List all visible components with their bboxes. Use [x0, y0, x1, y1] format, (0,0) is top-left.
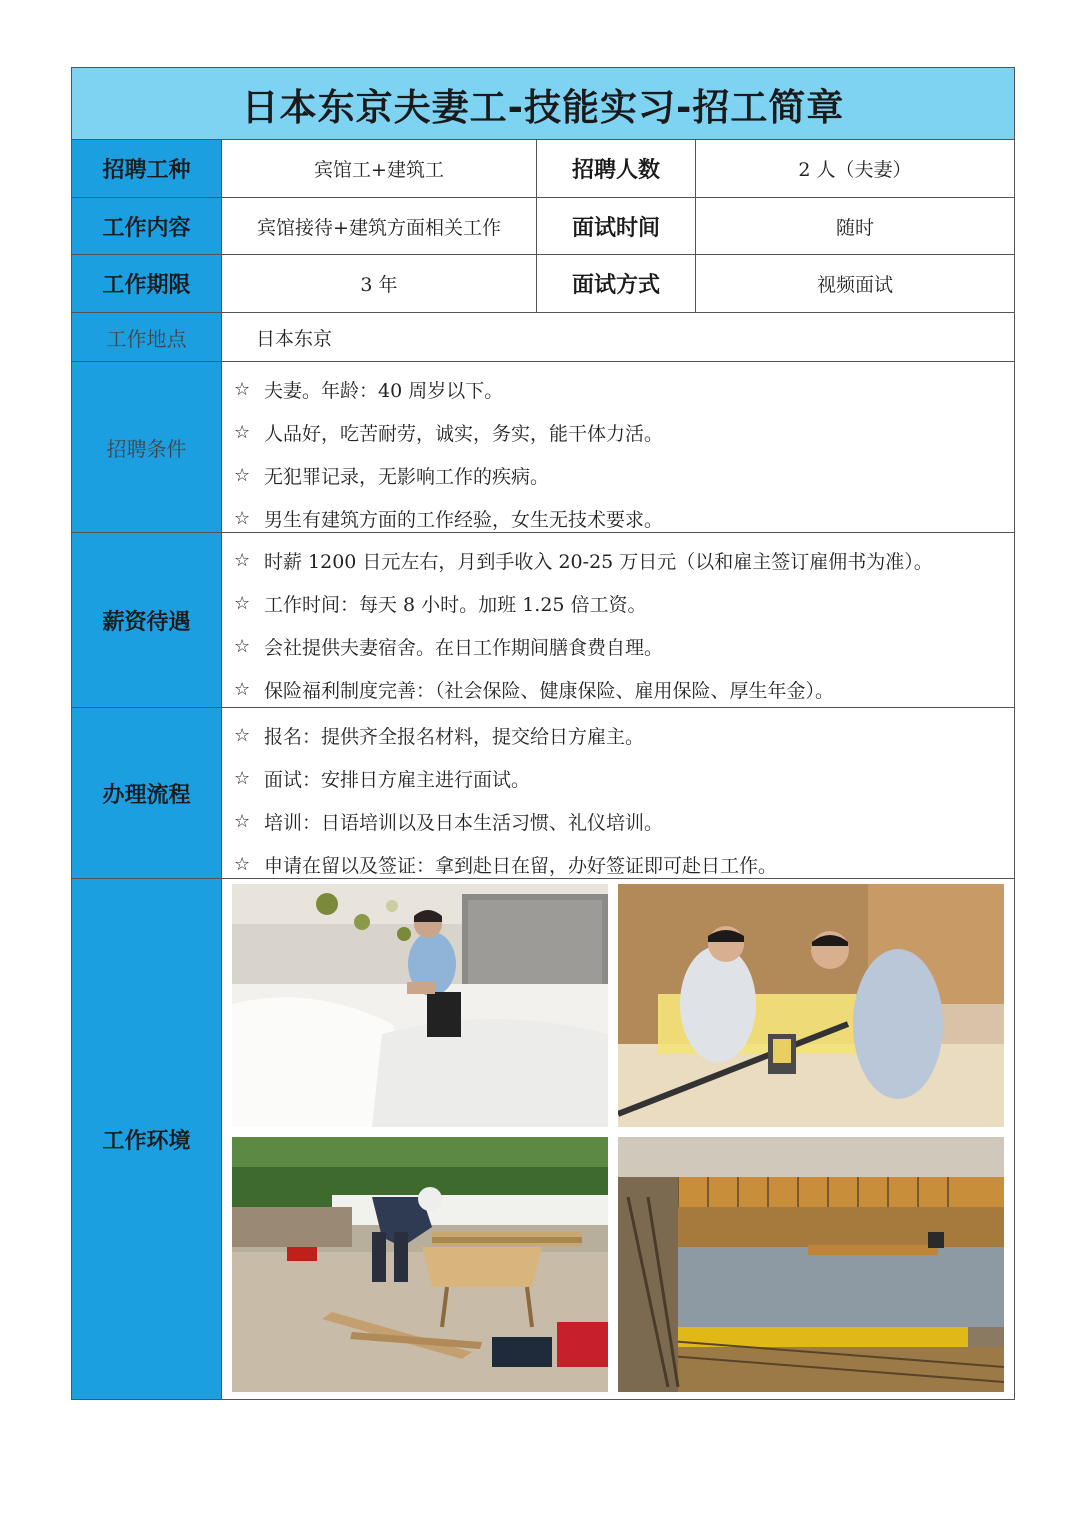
term-value: 3 年 — [222, 255, 537, 313]
process-label: 办理流程 — [72, 708, 222, 879]
requirements-label: 招聘条件 — [72, 362, 222, 533]
carpentry-work-photo — [232, 1137, 608, 1392]
environment-label: 工作环境 — [72, 879, 222, 1399]
job-type-value: 宾馆工+建筑工 — [222, 140, 537, 198]
list-item: ☆ 人品好，吃苦耐劳，诚实，务实，能干体力活。 — [234, 422, 664, 445]
list-item: ☆ 会社提供夫妻宿舍。在日工作期间膳食费自理。 — [234, 636, 664, 659]
list-item: ☆ 夫妻。年龄：40 周岁以下。 — [234, 379, 504, 402]
list-item: ☆ 时薪 1200 日元左右，月到手收入 20-25 万日元（以和雇主签订雇佣书为准）。 — [234, 550, 933, 573]
location-label: 工作地点 — [72, 313, 222, 362]
star-outline-icon: ☆ — [234, 854, 251, 875]
term-label: 工作期限 — [72, 255, 222, 313]
location-value: 日本东京 — [222, 313, 1014, 362]
page-title: 日本东京夫妻工-技能实习-招工简章 — [72, 68, 1014, 140]
star-outline-icon: ☆ — [234, 593, 251, 614]
list-item: ☆ 工作时间：每天 8 小时。加班 1.25 倍工资。 — [234, 593, 647, 616]
job-type-label: 招聘工种 — [72, 140, 222, 198]
recruitment-sheet — [71, 67, 1015, 1400]
process-list — [222, 708, 1014, 879]
list-item: ☆ 报名：提供齐全报名材料，提交给日方雇主。 — [234, 725, 645, 748]
interview-method-label: 面试方式 — [537, 255, 696, 313]
star-outline-icon: ☆ — [234, 379, 251, 400]
star-outline-icon: ☆ — [234, 811, 251, 832]
star-outline-icon: ☆ — [234, 508, 251, 529]
list-item: ☆ 无犯罪记录，无影响工作的疾病。 — [234, 465, 550, 488]
requirements-list — [222, 362, 1014, 533]
salary-list — [222, 533, 1014, 708]
content-label: 工作内容 — [72, 198, 222, 255]
list-item: ☆ 保险福利制度完善：（社会保险、健康保险、雇用保险、厚生年金）。 — [234, 679, 835, 702]
star-outline-icon: ☆ — [234, 725, 251, 746]
interview-method-value: 视频面试 — [696, 255, 1014, 313]
list-item: ☆ 面试：安排日方雇主进行面试。 — [234, 768, 531, 791]
salary-label: 薪资待遇 — [72, 533, 222, 708]
star-outline-icon: ☆ — [234, 422, 251, 443]
list-item: ☆ 男生有建筑方面的工作经验，女生无技术要求。 — [234, 508, 664, 531]
star-outline-icon: ☆ — [234, 465, 251, 486]
interview-time-value: 随时 — [696, 198, 1014, 255]
hotel-reception-photo — [618, 884, 1004, 1127]
star-outline-icon: ☆ — [234, 679, 251, 700]
content-value: 宾馆接待+建筑方面相关工作 — [222, 198, 537, 255]
list-item: ☆ 培训：日语培训以及日本生活习惯、礼仪培训。 — [234, 811, 664, 834]
star-outline-icon: ☆ — [234, 550, 251, 571]
star-outline-icon: ☆ — [234, 768, 251, 789]
star-outline-icon: ☆ — [234, 636, 251, 657]
headcount-label: 招聘人数 — [537, 140, 696, 198]
construction-site-photo — [618, 1137, 1004, 1392]
interview-time-label: 面试时间 — [537, 198, 696, 255]
headcount-value: 2 人（夫妻） — [696, 140, 1014, 198]
hotel-bed-photo — [232, 884, 608, 1127]
list-item: ☆ 申请在留以及签证：拿到赴日在留，办好签证即可赴日工作。 — [234, 854, 778, 877]
